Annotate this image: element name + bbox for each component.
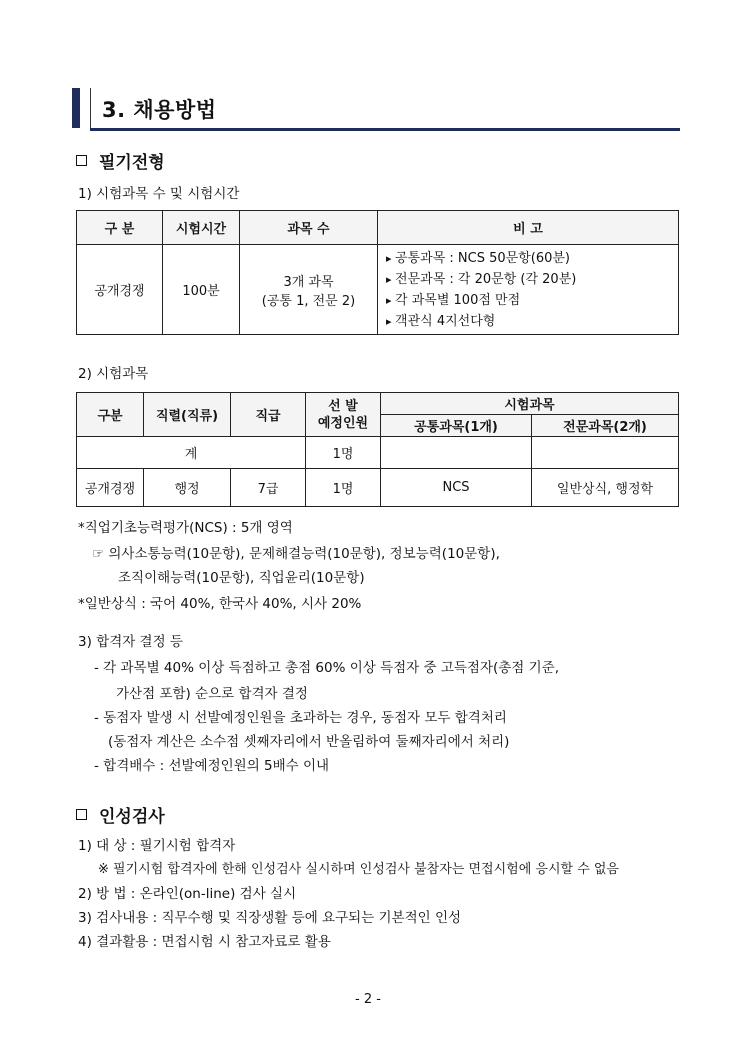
table1-header-time: 시험시간 xyxy=(163,211,240,245)
exam-subjects-item: 1) 시험과목 수 및 시험시간 xyxy=(78,186,240,202)
section-header xyxy=(72,88,680,132)
table2-cell-grade: 7급 xyxy=(231,469,306,507)
table2-header-major: 전문과목(2개) xyxy=(532,415,679,437)
ncs-areas-line1: ☞ 의사소통능력(10문항), 문제해결능력(10문항), 정보능력(10문항), xyxy=(92,546,500,562)
table2-total-label: 계 xyxy=(77,437,306,469)
table1-count-line1: 3개 과목 xyxy=(283,274,334,290)
table2-total-count: 1명 xyxy=(306,437,381,469)
general-knowledge-note: *일반상식 : 국어 40%, 한국사 40%, 시사 20% xyxy=(78,596,362,612)
table1-count-line2: (공통 1, 전문 2) xyxy=(261,293,356,309)
personality-usage: 4) 결과활용 : 면접시험 시 참고자료로 활용 xyxy=(78,934,331,950)
table2-header-plan-1: 선 발 xyxy=(328,398,358,414)
table1-note: ▸ 각 과목별 100점 만점 xyxy=(386,290,678,311)
checkbox-bullet-icon xyxy=(76,155,87,166)
section-underline xyxy=(90,128,680,131)
table2-total-common xyxy=(381,437,532,469)
exam-subjects-item2: 2) 시험과목 xyxy=(78,366,149,382)
pass-rule-2a: - 동점자 발생 시 선발예정인원을 초과하는 경우, 동점자 모두 합격처리 xyxy=(94,710,507,726)
table2-cell-count: 1명 xyxy=(306,469,381,507)
table2-header-job: 직렬(직류) xyxy=(144,393,231,437)
table1-cell-type: 공개경쟁 xyxy=(77,245,163,335)
table1-note: ▸ 객관식 4지선다형 xyxy=(386,311,678,332)
table2-header-plan xyxy=(306,393,381,437)
table1-cell-time: 100분 xyxy=(163,245,240,335)
pass-decision-item: 3) 합격자 결정 등 xyxy=(78,634,183,650)
table1-header-count: 과목 수 xyxy=(240,211,378,245)
table2-header-grade: 직급 xyxy=(231,393,306,437)
table2-cell-major: 일반상식, 행정학 xyxy=(532,469,679,507)
personality-target: 1) 대 상 : 필기시험 합격자 xyxy=(78,838,236,854)
pass-rule-1a: - 각 과목별 40% 이상 득점하고 총점 60% 이상 득점자 중 고득점자(총점 기준, xyxy=(94,660,560,676)
personality-content: 3) 검사내용 : 직무수행 및 직장생활 등에 요구되는 기본적인 인성 xyxy=(78,910,462,926)
written-exam-heading-label: 필기전형 xyxy=(99,153,165,173)
ncs-areas-line2: 조직이해능력(10문항), 직업윤리(10문항) xyxy=(118,570,365,586)
section-title: 3. 채용방법 xyxy=(102,98,217,122)
personality-test-heading xyxy=(76,802,165,827)
personality-note: ※ 필기시험 합격자에 한해 인성검사 실시하며 인성검사 불참자는 면접시험에 응시할 수 없음 xyxy=(98,862,619,877)
table2-header-type: 구분 xyxy=(77,393,144,437)
section-divider xyxy=(90,88,91,128)
pass-rule-2b: (동점자 계산은 소수점 셋째자리에서 반올림하여 둘째자리에서 처리) xyxy=(108,734,510,750)
personality-test-heading-label: 인성검사 xyxy=(99,807,165,827)
pass-rule-3: - 합격배수 : 선발예정인원의 5배수 이내 xyxy=(94,758,330,774)
table1-cell-notes xyxy=(378,245,679,335)
table2-cell-type: 공개경쟁 xyxy=(77,469,144,507)
table2-cell-job: 행정 xyxy=(144,469,231,507)
section-accent-bar xyxy=(72,88,80,128)
pass-rule-1b: 가산점 포함) 순으로 합격자 결정 xyxy=(116,686,308,702)
table2-total-major xyxy=(532,437,679,469)
personality-method: 2) 방 법 : 온라인(on-line) 검사 실시 xyxy=(78,886,297,902)
written-exam-heading xyxy=(76,148,165,173)
ncs-note: *직업기초능력평가(NCS) : 5개 영역 xyxy=(78,520,293,536)
table2-header-common: 공통과목(1개) xyxy=(381,415,532,437)
table1-header-notes: 비 고 xyxy=(378,211,679,245)
checkbox-bullet-icon xyxy=(76,809,87,820)
table2-header-exam: 시험과목 xyxy=(381,393,679,415)
table1-note: ▸ 공통과목 : NCS 50문항(60분) xyxy=(386,248,678,269)
table1-header-type: 구 분 xyxy=(77,211,163,245)
exam-time-table xyxy=(76,210,679,335)
table1-cell-count xyxy=(240,245,378,335)
table1-note: ▸ 전문과목 : 각 20문항 (각 20분) xyxy=(386,269,678,290)
exam-subjects-table xyxy=(76,392,679,507)
page-number: - 2 - xyxy=(355,992,381,1007)
table2-cell-common: NCS xyxy=(381,469,532,507)
table2-header-plan-2: 예정인원 xyxy=(317,415,369,431)
